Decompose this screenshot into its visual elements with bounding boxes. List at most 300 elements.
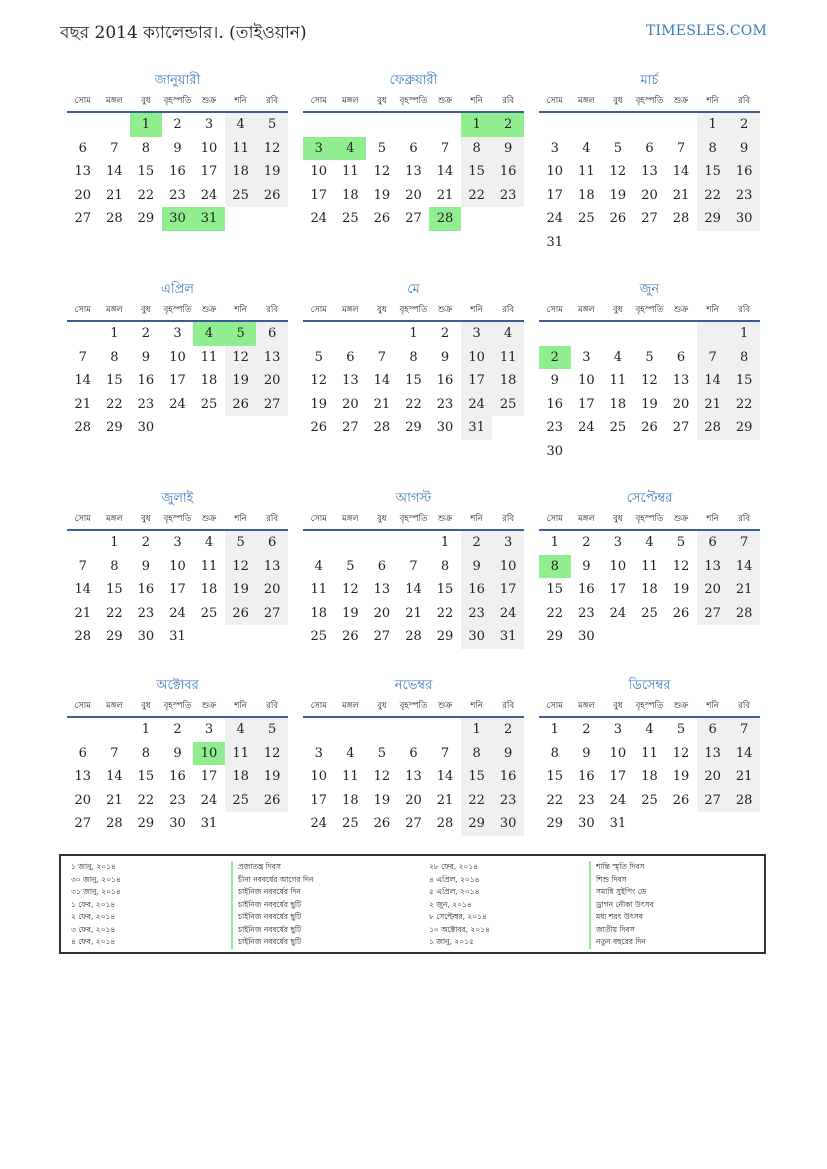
day-cell[interactable]: 20 [405, 187, 422, 203]
day-cell[interactable]: 23 [461, 602, 493, 626]
day-cell[interactable]: 25 [609, 420, 627, 435]
day-cell[interactable]: 5 [377, 140, 387, 156]
day-cell[interactable]: 7 [440, 745, 450, 761]
day-cell[interactable]: 11 [200, 558, 218, 574]
day-cell[interactable]: 4 [335, 137, 367, 161]
day-cell[interactable]: 25 [342, 816, 359, 831]
day-cell[interactable]: 18 [609, 396, 627, 412]
day-cell[interactable]: 25 [310, 629, 328, 644]
day-cell[interactable]: 13 [74, 164, 92, 179]
day-cell[interactable]: 21 [373, 396, 391, 412]
day-cell[interactable]: 16 [546, 396, 564, 412]
day-cell[interactable]: 22 [546, 792, 564, 808]
day-cell[interactable]: 12 [310, 373, 328, 388]
day-cell[interactable]: 28 [74, 420, 92, 435]
day-cell[interactable]: 2 [582, 722, 591, 737]
day-cell[interactable]: 11 [609, 373, 627, 388]
day-cell[interactable]: 18 [641, 582, 658, 597]
day-cell[interactable]: 18 [310, 605, 328, 621]
day-cell[interactable]: 11 [641, 558, 658, 574]
day-cell[interactable]: 8 [440, 558, 450, 574]
day-cell[interactable]: 4 [645, 535, 654, 550]
day-cell[interactable]: 11 [492, 346, 524, 370]
day-cell[interactable]: 27 [256, 602, 288, 626]
day-cell[interactable]: 4 [193, 322, 225, 346]
day-cell[interactable]: 7 [728, 531, 760, 555]
day-cell[interactable]: 1 [461, 113, 493, 137]
day-cell[interactable]: 25 [492, 393, 524, 417]
day-cell[interactable]: 2 [173, 722, 182, 737]
day-cell[interactable]: 25 [200, 396, 218, 412]
day-cell[interactable]: 1 [697, 113, 729, 137]
day-cell[interactable]: 27 [641, 211, 658, 226]
day-cell[interactable]: 8 [550, 745, 559, 761]
day-cell[interactable]: 1 [550, 535, 559, 550]
day-cell[interactable]: 14 [436, 769, 454, 784]
day-cell[interactable]: 4 [225, 113, 257, 137]
day-cell[interactable]: 24 [492, 602, 524, 626]
day-cell[interactable]: 13 [672, 373, 690, 388]
day-cell[interactable]: 31 [546, 234, 564, 250]
day-cell[interactable]: 20 [697, 765, 729, 789]
day-cell[interactable]: 16 [137, 373, 155, 388]
day-cell[interactable]: 18 [225, 765, 257, 789]
day-cell[interactable]: 22 [697, 184, 729, 208]
day-cell[interactable]: 8 [141, 745, 151, 761]
day-cell[interactable]: 26 [256, 184, 288, 208]
day-cell[interactable]: 14 [373, 373, 391, 388]
day-cell[interactable]: 28 [672, 211, 690, 226]
day-cell[interactable]: 14 [106, 164, 123, 179]
day-cell[interactable]: 8 [461, 137, 493, 161]
day-cell[interactable]: 4 [645, 722, 654, 737]
day-cell[interactable]: 27 [74, 211, 92, 226]
day-cell[interactable]: 16 [492, 160, 524, 184]
day-cell[interactable]: 2 [728, 113, 760, 137]
day-cell[interactable]: 14 [728, 742, 760, 766]
day-cell[interactable]: 9 [492, 742, 524, 766]
day-cell[interactable]: 3 [492, 531, 524, 555]
day-cell[interactable]: 30 [137, 629, 155, 644]
day-cell[interactable]: 19 [373, 792, 391, 808]
day-cell[interactable]: 22 [106, 396, 123, 412]
day-cell[interactable]: 14 [697, 369, 729, 393]
day-cell[interactable]: 21 [672, 187, 690, 203]
day-cell[interactable]: 30 [578, 629, 595, 644]
day-cell[interactable]: 14 [74, 582, 92, 597]
day-cell[interactable]: 4 [613, 349, 623, 365]
day-cell[interactable]: 13 [641, 164, 658, 179]
day-cell[interactable]: 7 [697, 346, 729, 370]
day-cell[interactable]: 8 [409, 349, 418, 365]
day-cell[interactable]: 10 [193, 742, 225, 766]
day-cell[interactable]: 7 [78, 558, 87, 574]
day-cell[interactable]: 23 [492, 184, 524, 208]
day-cell[interactable]: 16 [436, 373, 454, 388]
day-cell[interactable]: 23 [578, 605, 595, 621]
day-cell[interactable]: 5 [346, 558, 355, 574]
day-cell[interactable]: 20 [342, 396, 359, 412]
day-cell[interactable]: 1 [440, 535, 450, 550]
day-cell[interactable]: 26 [641, 420, 658, 435]
day-cell[interactable]: 3 [550, 140, 559, 156]
day-cell[interactable]: 18 [342, 792, 359, 808]
day-cell[interactable]: 26 [225, 393, 257, 417]
day-cell[interactable]: 18 [641, 769, 658, 784]
day-cell[interactable]: 24 [609, 792, 627, 808]
day-cell[interactable]: 31 [461, 416, 493, 440]
day-cell[interactable]: 20 [256, 578, 288, 602]
day-cell[interactable]: 29 [137, 211, 155, 226]
day-cell[interactable]: 19 [373, 187, 391, 203]
day-cell[interactable]: 12 [672, 558, 690, 574]
day-cell[interactable]: 28 [429, 207, 461, 231]
day-cell[interactable]: 24 [578, 420, 595, 435]
day-cell[interactable]: 23 [436, 396, 454, 412]
day-cell[interactable]: 1 [728, 322, 760, 346]
day-cell[interactable]: 20 [74, 187, 92, 203]
day-cell[interactable]: 23 [728, 184, 760, 208]
day-cell[interactable]: 25 [342, 211, 359, 226]
day-cell[interactable]: 19 [672, 582, 690, 597]
day-cell[interactable]: 7 [110, 140, 119, 156]
day-cell[interactable]: 7 [728, 718, 760, 742]
day-cell[interactable]: 6 [78, 745, 87, 761]
day-cell[interactable]: 2 [492, 718, 524, 742]
day-cell[interactable]: 7 [409, 558, 418, 574]
day-cell[interactable]: 11 [225, 137, 257, 161]
day-cell[interactable]: 24 [609, 605, 627, 621]
day-cell[interactable]: 4 [582, 140, 591, 156]
day-cell[interactable]: 30 [578, 816, 595, 831]
day-cell[interactable]: 27 [405, 816, 422, 831]
day-cell[interactable]: 16 [492, 765, 524, 789]
day-cell[interactable]: 25 [200, 605, 218, 621]
day-cell[interactable]: 17 [609, 769, 627, 784]
day-cell[interactable]: 9 [728, 137, 760, 161]
day-cell[interactable]: 12 [225, 346, 257, 370]
day-cell[interactable]: 2 [582, 535, 591, 550]
day-cell[interactable]: 24 [461, 393, 493, 417]
day-cell[interactable]: 5 [676, 535, 686, 550]
day-cell[interactable]: 24 [169, 605, 186, 621]
day-cell[interactable]: 30 [162, 207, 194, 231]
day-cell[interactable]: 13 [342, 373, 359, 388]
day-cell[interactable]: 15 [137, 769, 155, 784]
day-cell[interactable]: 19 [310, 396, 328, 412]
day-cell[interactable]: 5 [377, 745, 387, 761]
day-cell[interactable]: 1 [550, 722, 559, 737]
day-cell[interactable]: 29 [461, 812, 493, 836]
day-cell[interactable]: 16 [169, 769, 186, 784]
day-cell[interactable]: 4 [492, 322, 524, 346]
day-cell[interactable]: 8 [141, 140, 151, 156]
day-cell[interactable]: 22 [461, 184, 493, 208]
day-cell[interactable]: 16 [169, 164, 186, 179]
day-cell[interactable]: 5 [676, 722, 686, 737]
day-cell[interactable]: 25 [225, 184, 257, 208]
day-cell[interactable]: 3 [461, 322, 493, 346]
day-cell[interactable]: 1 [141, 722, 151, 737]
day-cell[interactable]: 17 [461, 369, 493, 393]
day-cell[interactable]: 9 [173, 745, 182, 761]
day-cell[interactable]: 23 [578, 792, 595, 808]
day-cell[interactable]: 15 [461, 765, 493, 789]
day-cell[interactable]: 2 [141, 326, 151, 341]
day-cell[interactable]: 20 [74, 792, 92, 808]
day-cell[interactable]: 7 [440, 140, 450, 156]
day-cell[interactable]: 6 [256, 531, 288, 555]
day-cell[interactable]: 21 [405, 605, 422, 621]
day-cell[interactable]: 5 [256, 113, 288, 137]
day-cell[interactable]: 9 [582, 745, 591, 761]
day-cell[interactable]: 31 [169, 629, 186, 644]
day-cell[interactable]: 20 [256, 369, 288, 393]
day-cell[interactable]: 22 [137, 792, 155, 808]
day-cell[interactable]: 14 [106, 769, 123, 784]
day-cell[interactable]: 15 [106, 582, 123, 597]
day-cell[interactable]: 16 [728, 160, 760, 184]
day-cell[interactable]: 12 [225, 555, 257, 579]
day-cell[interactable]: 23 [169, 792, 186, 808]
day-cell[interactable]: 11 [225, 742, 257, 766]
day-cell[interactable]: 23 [546, 420, 564, 435]
day-cell[interactable]: 4 [346, 745, 355, 761]
day-cell[interactable]: 3 [314, 745, 323, 761]
day-cell[interactable]: 1 [130, 113, 162, 137]
day-cell[interactable]: 22 [137, 187, 155, 203]
day-cell[interactable]: 31 [193, 207, 225, 231]
day-cell[interactable]: 21 [74, 605, 92, 621]
day-cell[interactable]: 22 [728, 393, 760, 417]
day-cell[interactable]: 29 [436, 629, 454, 644]
day-cell[interactable]: 9 [492, 137, 524, 161]
day-cell[interactable]: 21 [697, 393, 729, 417]
day-cell[interactable]: 18 [492, 369, 524, 393]
day-cell[interactable]: 17 [310, 187, 328, 203]
day-cell[interactable]: 28 [106, 816, 123, 831]
day-cell[interactable]: 28 [728, 789, 760, 813]
day-cell[interactable]: 2 [492, 113, 524, 137]
day-cell[interactable]: 27 [373, 629, 391, 644]
day-cell[interactable]: 8 [728, 346, 760, 370]
day-cell[interactable]: 7 [377, 349, 387, 365]
day-cell[interactable]: 29 [106, 629, 123, 644]
day-cell[interactable]: 19 [342, 605, 359, 621]
day-cell[interactable]: 2 [173, 117, 182, 132]
day-cell[interactable]: 28 [728, 602, 760, 626]
day-cell[interactable]: 15 [436, 582, 454, 597]
day-cell[interactable]: 10 [578, 373, 595, 388]
day-cell[interactable]: 4 [204, 535, 214, 550]
day-cell[interactable]: 26 [310, 420, 328, 435]
day-cell[interactable]: 20 [405, 792, 422, 808]
day-cell[interactable]: 13 [405, 164, 422, 179]
day-cell[interactable]: 10 [169, 349, 186, 365]
day-cell[interactable]: 14 [672, 164, 690, 179]
day-cell[interactable]: 17 [546, 187, 564, 203]
day-cell[interactable]: 10 [310, 164, 328, 179]
day-cell[interactable]: 24 [310, 816, 328, 831]
day-cell[interactable]: 15 [137, 164, 155, 179]
day-cell[interactable]: 9 [461, 555, 493, 579]
day-cell[interactable]: 14 [436, 164, 454, 179]
day-cell[interactable]: 25 [641, 792, 658, 808]
day-cell[interactable]: 22 [546, 605, 564, 621]
day-cell[interactable]: 6 [697, 531, 729, 555]
day-cell[interactable]: 26 [672, 792, 690, 808]
day-cell[interactable]: 29 [546, 816, 564, 831]
day-cell[interactable]: 10 [310, 769, 328, 784]
day-cell[interactable]: 22 [405, 396, 422, 412]
day-cell[interactable]: 20 [697, 578, 729, 602]
day-cell[interactable]: 18 [200, 373, 218, 388]
day-cell[interactable]: 30 [169, 816, 186, 831]
day-cell[interactable]: 24 [200, 187, 218, 203]
day-cell[interactable]: 20 [373, 605, 391, 621]
day-cell[interactable]: 18 [578, 187, 595, 203]
day-cell[interactable]: 21 [106, 792, 123, 808]
day-cell[interactable]: 11 [578, 164, 595, 179]
day-cell[interactable]: 21 [728, 765, 760, 789]
day-cell[interactable]: 8 [461, 742, 493, 766]
day-cell[interactable]: 18 [225, 160, 257, 184]
day-cell[interactable]: 5 [225, 322, 257, 346]
day-cell[interactable]: 23 [492, 789, 524, 813]
day-cell[interactable]: 19 [672, 769, 690, 784]
day-cell[interactable]: 12 [373, 164, 391, 179]
day-cell[interactable]: 2 [141, 535, 151, 550]
day-cell[interactable]: 3 [173, 535, 182, 550]
day-cell[interactable]: 27 [256, 393, 288, 417]
day-cell[interactable]: 15 [697, 160, 729, 184]
day-cell[interactable]: 15 [546, 582, 564, 597]
day-cell[interactable]: 17 [200, 769, 218, 784]
day-cell[interactable]: 10 [609, 745, 627, 761]
day-cell[interactable]: 19 [609, 187, 627, 203]
day-cell[interactable]: 13 [373, 582, 391, 597]
day-cell[interactable]: 26 [373, 816, 391, 831]
site-link[interactable]: TIMESLES.COM [646, 23, 767, 39]
day-cell[interactable]: 5 [645, 349, 654, 365]
day-cell[interactable]: 6 [377, 558, 387, 574]
day-cell[interactable]: 30 [461, 625, 493, 649]
day-cell[interactable]: 10 [200, 140, 218, 156]
day-cell[interactable]: 9 [582, 558, 591, 574]
day-cell[interactable]: 27 [697, 789, 729, 813]
day-cell[interactable]: 4 [225, 718, 257, 742]
day-cell[interactable]: 17 [200, 164, 218, 179]
day-cell[interactable]: 4 [314, 558, 323, 574]
day-cell[interactable]: 9 [550, 373, 559, 388]
day-cell[interactable]: 6 [409, 745, 418, 761]
day-cell[interactable]: 9 [440, 349, 450, 365]
day-cell[interactable]: 29 [546, 629, 564, 644]
day-cell[interactable]: 28 [106, 211, 123, 226]
day-cell[interactable]: 13 [405, 769, 422, 784]
day-cell[interactable]: 23 [137, 605, 155, 621]
day-cell[interactable]: 13 [697, 742, 729, 766]
day-cell[interactable]: 7 [110, 745, 119, 761]
day-cell[interactable]: 17 [492, 578, 524, 602]
day-cell[interactable]: 15 [405, 373, 422, 388]
day-cell[interactable]: 15 [106, 373, 123, 388]
day-cell[interactable]: 21 [74, 396, 92, 412]
day-cell[interactable]: 28 [74, 629, 92, 644]
day-cell[interactable]: 5 [256, 718, 288, 742]
day-cell[interactable]: 28 [436, 816, 454, 831]
day-cell[interactable]: 24 [310, 211, 328, 226]
day-cell[interactable]: 6 [256, 322, 288, 346]
day-cell[interactable]: 6 [676, 349, 686, 365]
day-cell[interactable]: 31 [492, 625, 524, 649]
day-cell[interactable]: 2 [440, 326, 450, 341]
day-cell[interactable]: 25 [641, 605, 658, 621]
day-cell[interactable]: 14 [74, 373, 92, 388]
day-cell[interactable]: 29 [137, 816, 155, 831]
day-cell[interactable]: 17 [169, 373, 186, 388]
day-cell[interactable]: 13 [256, 555, 288, 579]
day-cell[interactable]: 17 [609, 582, 627, 597]
day-cell[interactable]: 16 [461, 578, 493, 602]
day-cell[interactable]: 27 [405, 211, 422, 226]
day-cell[interactable]: 3 [204, 117, 214, 132]
day-cell[interactable]: 29 [405, 420, 422, 435]
day-cell[interactable]: 27 [697, 602, 729, 626]
day-cell[interactable]: 21 [436, 792, 454, 808]
day-cell[interactable]: 28 [697, 416, 729, 440]
day-cell[interactable]: 10 [492, 555, 524, 579]
day-cell[interactable]: 23 [169, 187, 186, 203]
day-cell[interactable]: 25 [225, 789, 257, 813]
day-cell[interactable]: 24 [546, 211, 564, 226]
day-cell[interactable]: 30 [546, 443, 564, 459]
day-cell[interactable]: 8 [697, 137, 729, 161]
day-cell[interactable]: 1 [409, 326, 418, 341]
day-cell[interactable]: 19 [225, 578, 257, 602]
day-cell[interactable]: 7 [676, 140, 686, 156]
day-cell[interactable]: 30 [492, 812, 524, 836]
day-cell[interactable]: 19 [256, 765, 288, 789]
day-cell[interactable]: 29 [728, 416, 760, 440]
day-cell[interactable]: 8 [110, 349, 119, 365]
day-cell[interactable]: 19 [225, 369, 257, 393]
day-cell[interactable]: 17 [169, 582, 186, 597]
day-cell[interactable]: 10 [461, 346, 493, 370]
day-cell[interactable]: 30 [436, 420, 454, 435]
day-cell[interactable]: 31 [200, 816, 218, 831]
day-cell[interactable]: 14 [405, 582, 422, 597]
day-cell[interactable]: 3 [613, 535, 623, 550]
day-cell[interactable]: 15 [461, 160, 493, 184]
day-cell[interactable]: 10 [609, 558, 627, 574]
day-cell[interactable]: 10 [169, 558, 186, 574]
day-cell[interactable]: 24 [200, 792, 218, 808]
day-cell[interactable]: 15 [546, 769, 564, 784]
day-cell[interactable]: 17 [310, 792, 328, 808]
day-cell[interactable]: 12 [342, 582, 359, 597]
day-cell[interactable]: 25 [578, 211, 595, 226]
day-cell[interactable]: 16 [578, 769, 595, 784]
day-cell[interactable]: 6 [78, 140, 87, 156]
day-cell[interactable]: 5 [225, 531, 257, 555]
day-cell[interactable]: 7 [78, 349, 87, 365]
day-cell[interactable]: 3 [613, 722, 623, 737]
day-cell[interactable]: 10 [546, 164, 564, 179]
day-cell[interactable]: 9 [173, 140, 182, 156]
day-cell[interactable]: 5 [314, 349, 323, 365]
day-cell[interactable]: 2 [539, 346, 571, 370]
